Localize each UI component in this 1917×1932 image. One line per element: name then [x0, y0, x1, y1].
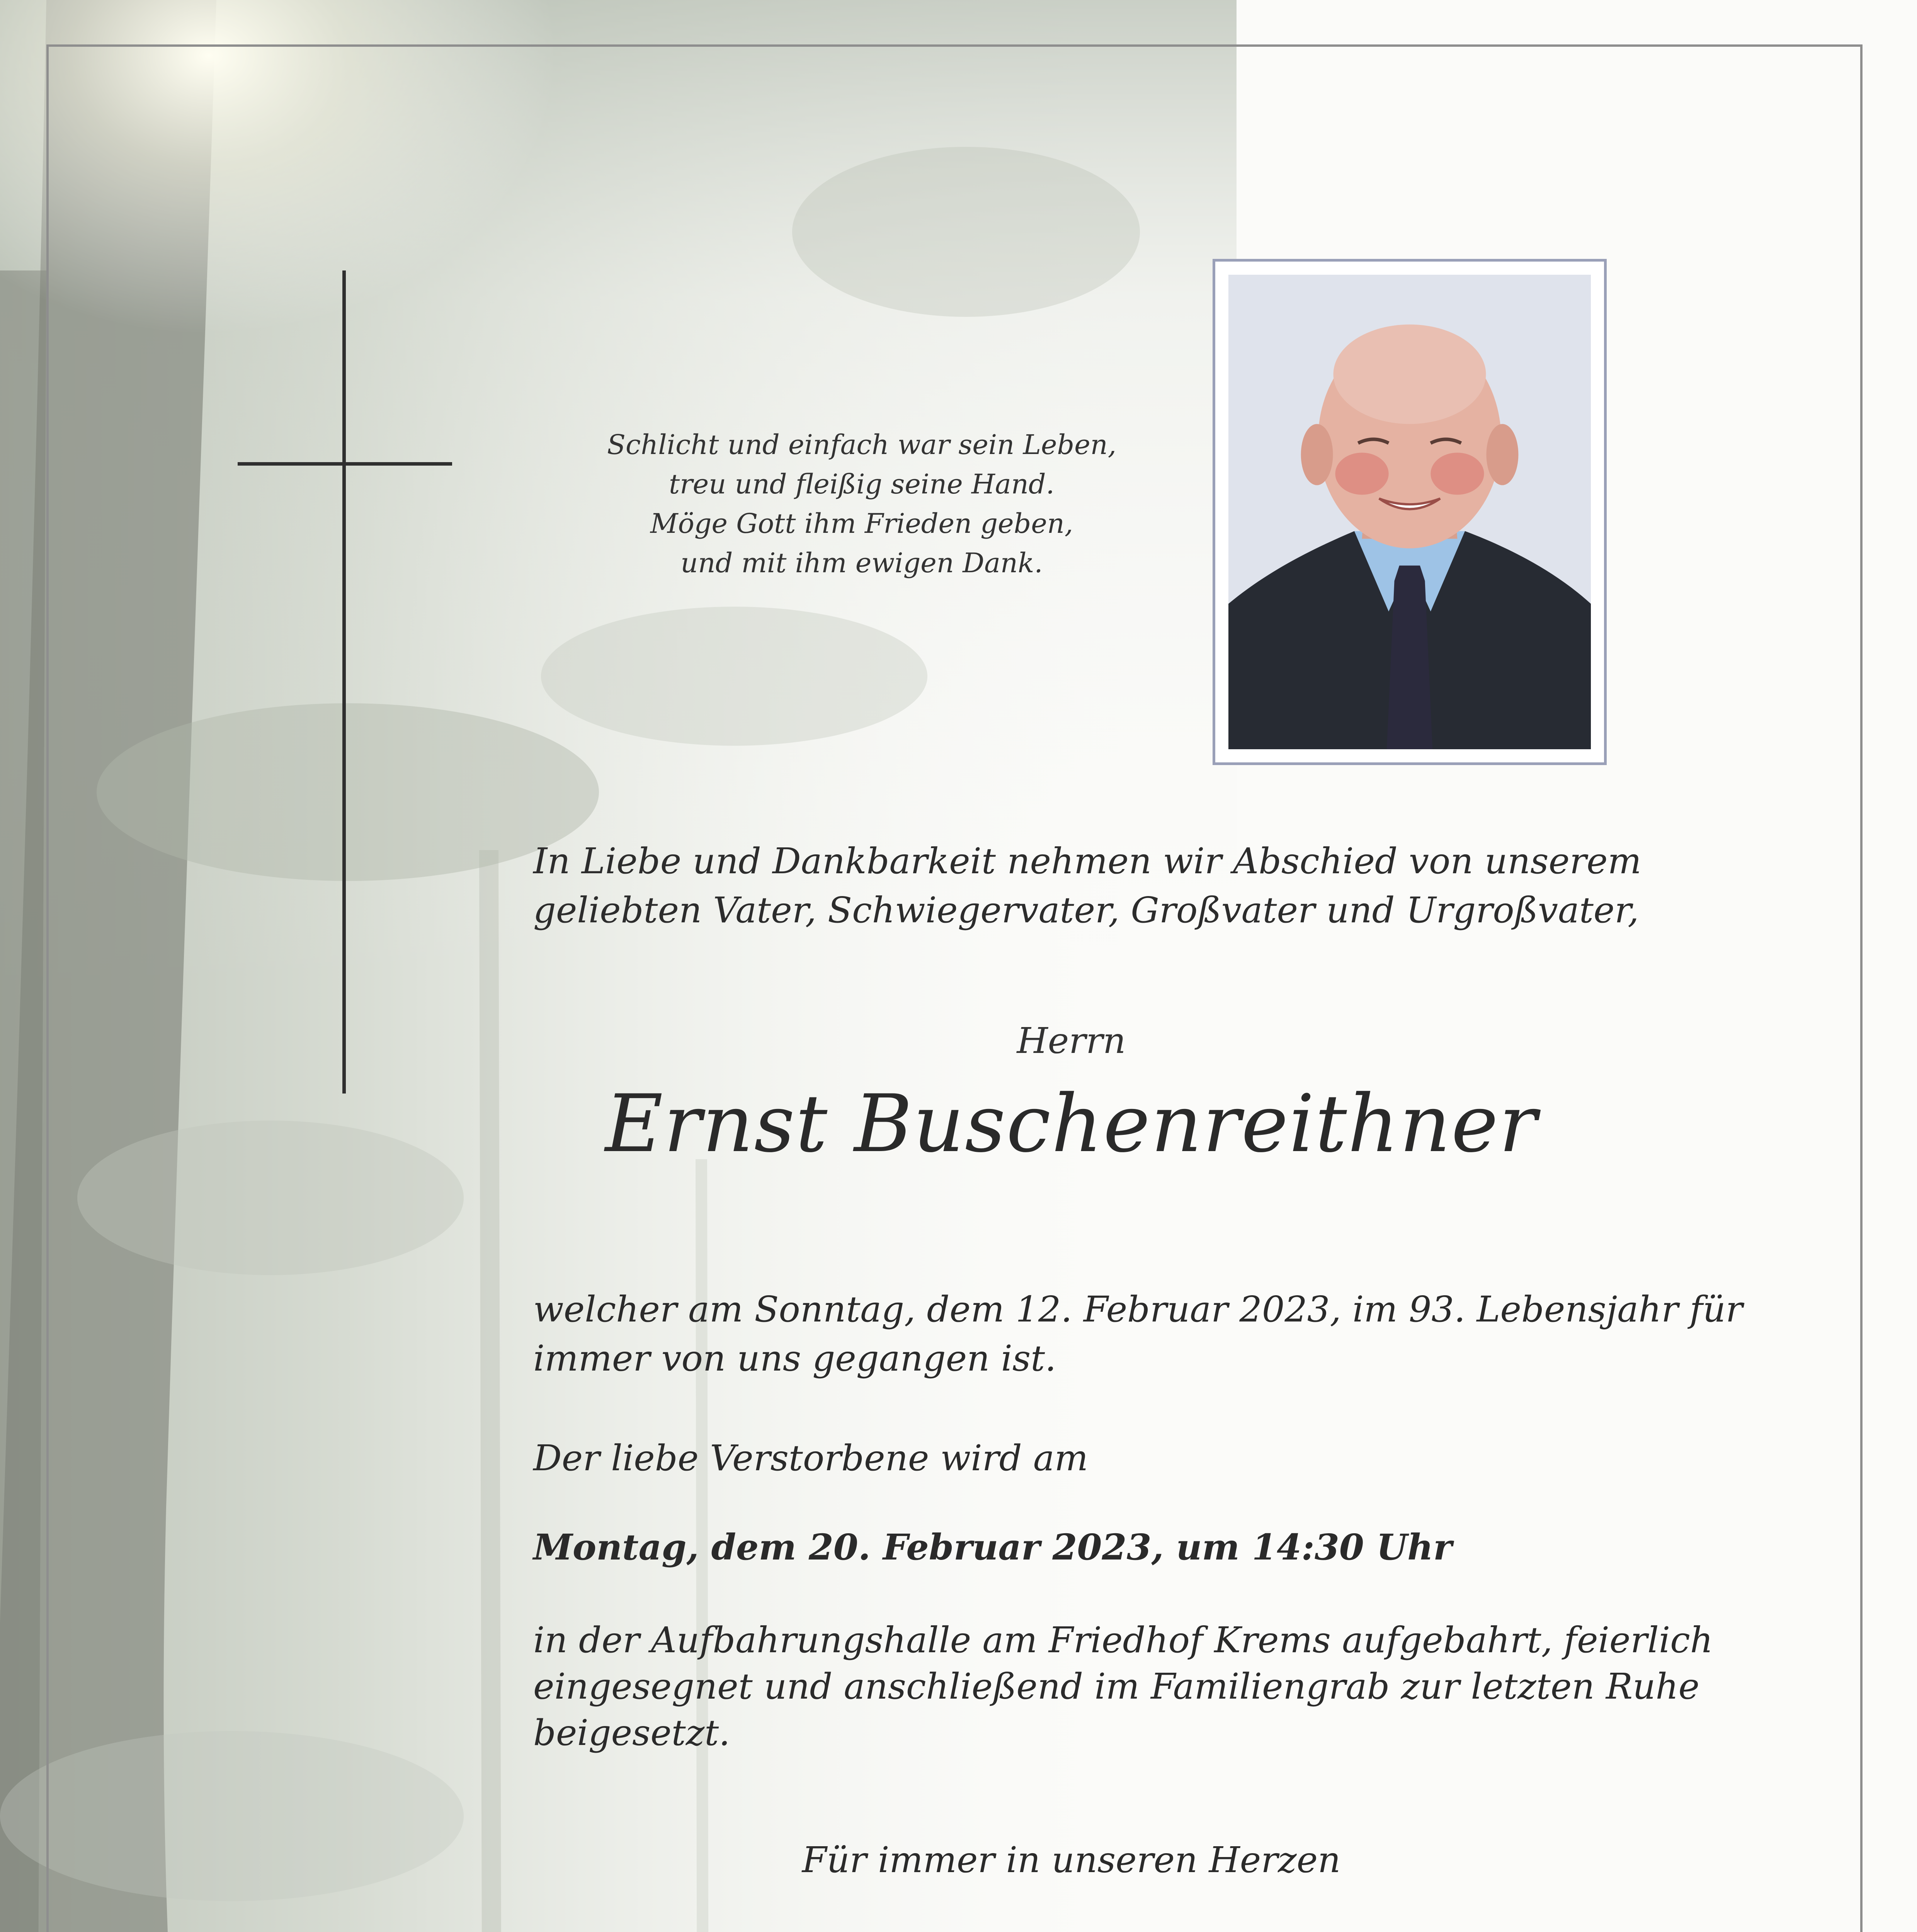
intro-paragraph [533, 837, 1641, 935]
forever-line: Für immer in unseren Herzen [802, 1839, 1341, 1881]
funeral-lead: Der liebe Verstorbene wird am [533, 1437, 1088, 1479]
deceased-name: Ernst Buschenreithner [605, 1078, 1538, 1170]
funeral-place-line: in der Aufbahrungshalle am Friedhof Krems aufgebahrt, feierlich [533, 1619, 1713, 1661]
death-notice-line: welcher am Sonntag, dem 12. Februar 2023, im 93. Lebensjahr für [533, 1289, 1743, 1330]
intro-line: geliebten Vater, Schwiegervater, Großvater und Urgroßvater, [533, 889, 1639, 931]
verse-line: und mit ihm ewigen Dank. [680, 547, 1043, 579]
funeral-place [533, 1617, 1713, 1756]
death-notice [533, 1285, 1743, 1383]
portrait-photo [1213, 259, 1607, 765]
cross-vertical-bar [342, 270, 346, 1094]
funeral-place-line: beigesetzt. [533, 1712, 730, 1753]
cross-horizontal-bar [238, 462, 452, 466]
verse-line: Möge Gott ihm Frieden geben, [650, 508, 1073, 539]
intro-line: In Liebe und Dankbarkeit nehmen wir Abschied von unserem [533, 840, 1641, 882]
death-notice-line: immer von uns gegangen ist. [533, 1338, 1056, 1379]
verse-line: treu und fleißig seine Hand. [669, 468, 1055, 500]
memorial-verse [533, 425, 1190, 583]
verse-line: Schlicht und einfach war sein Leben, [607, 429, 1116, 461]
funeral-datetime: Montag, dem 20. Februar 2023, um 14:30 Uhr [533, 1526, 1452, 1568]
funeral-place-line: eingesegnet und anschließend im Familiengrab zur letzten Ruhe [533, 1666, 1700, 1707]
salutation: Herrn [1017, 1020, 1126, 1061]
portrait-image [1228, 275, 1591, 749]
